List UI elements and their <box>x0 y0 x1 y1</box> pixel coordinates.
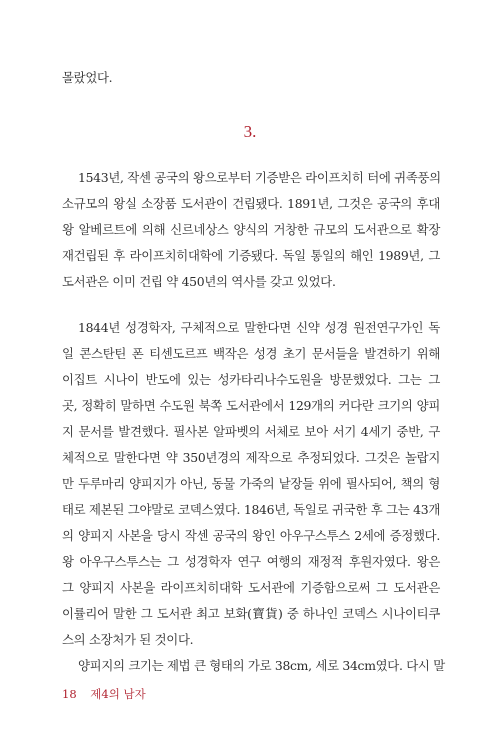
paragraph-line: 양피지의 크기는 제법 큰 형태의 가로 38cm, 세로 34cm였다. 다시 말 <box>78 658 445 673</box>
paragraph-line: 지 문서를 발견했다. 필사본 알파벳의 서체로 보아 서기 4세기 중반, 구 <box>62 424 440 439</box>
page-number: 18 <box>62 687 77 701</box>
paragraph-line: 일 콘스탄틴 폰 티센도르프 백작은 성경 초기 문서들을 발견하기 위해 <box>62 346 440 361</box>
paragraph-line: 1844년 성경학자, 구체적으로 말한다면 신약 성경 원전연구가인 독 <box>78 320 440 335</box>
paragraph-line: 스의 소장처가 된 것이다. <box>62 632 194 647</box>
paragraph-line: 만 두루마리 양피지가 아닌, 동물 가죽의 낱장들 위에 필사되어, 책의 형 <box>62 476 440 491</box>
paragraph-line: 1543년, 작센 공국의 왕으로부터 기증받은 라이프치히 터에 귀족풍의 <box>78 170 441 185</box>
paragraph-line: 재건립된 후 라이프치히대학에 기증됐다. 독일 통일의 해인 1989년, 그 <box>62 248 440 263</box>
paragraph-line: 이집트 시나이 반도에 있는 성카타리나수도원을 방문했었다. 그는 그 <box>62 372 440 387</box>
paragraph-line: 태로 제본된 그야말로 코덱스였다. 1846년, 독일로 귀국한 후 그는 43개 <box>62 502 440 517</box>
section-number: 3. <box>243 122 257 141</box>
paragraph-line: 의 양피지 사본을 당시 작센 공국의 왕인 아우구스투스 2세에 증정했다. <box>62 528 440 543</box>
page-footer <box>62 686 156 702</box>
paragraph-line: 이률리어 말한 그 도서관 최고 보화(寶貨) 중 하나인 코덱스 시나이티쿠 <box>62 606 440 621</box>
paragraph-line: 곳, 정확히 말하면 수도원 북쪽 도서관에서 129개의 커다란 크기의 양피 <box>62 398 440 413</box>
paragraph-line: 도서관은 이미 건립 약 450년의 역사를 갖고 있었다. <box>62 274 336 289</box>
paragraph-line: 왕 아우구스투스는 그 성경학자 연구 여행의 재정적 후원자였다. 왕은 <box>62 554 440 569</box>
paragraph-line: 소규모의 왕실 소장품 도서관이 건립됐다. 1891년, 그것은 공국의 후대 <box>62 196 440 211</box>
chapter-title: 제4의 남자 <box>90 687 146 701</box>
paragraph-line: 왕 알베르트에 의해 신르네상스 양식의 거창한 규모의 도서관으로 확장 <box>62 222 440 237</box>
paragraph-line: 그 양피지 사본을 라이프치히대학 도서관에 기증함으로써 그 도서관은 <box>62 580 440 595</box>
paragraph-line: 체적으로 말한다면 약 350년경의 제작으로 추정되었다. 그것은 놀랍지 <box>62 450 440 465</box>
continued-text-line: 몰랐었다. <box>62 70 113 85</box>
